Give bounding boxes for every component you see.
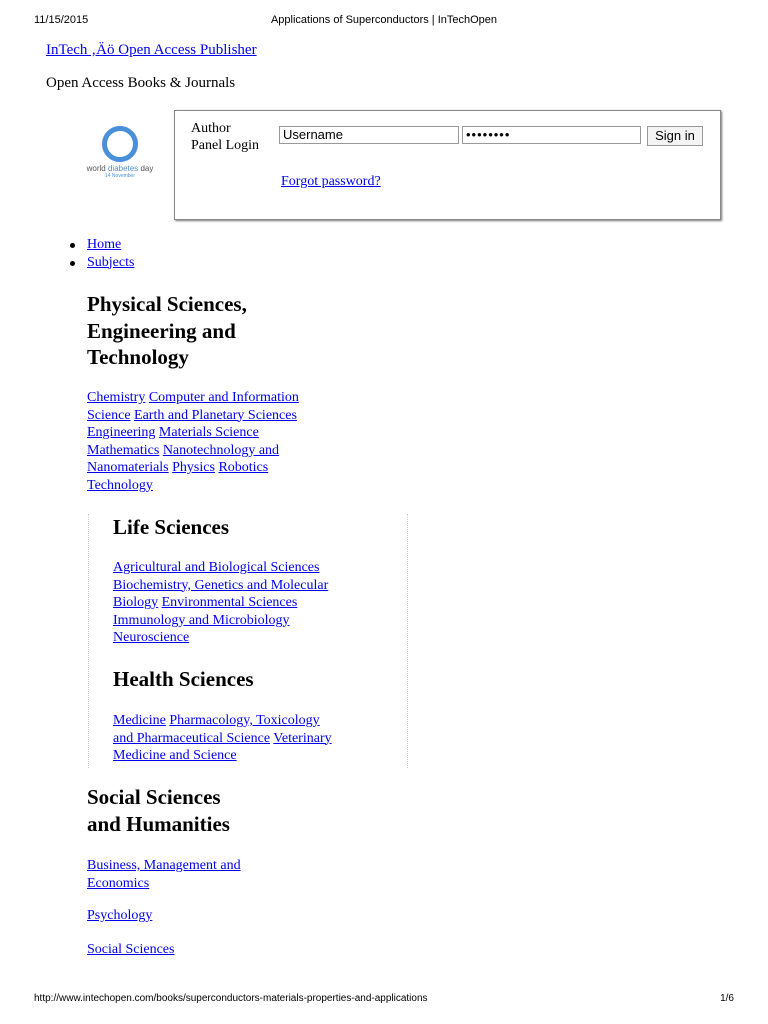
subject-link[interactable]: Engineering xyxy=(87,425,156,440)
subject-link[interactable]: Environmental Sciences xyxy=(161,595,298,610)
health-sciences-links xyxy=(113,712,393,765)
subject-link[interactable]: Chemistry xyxy=(87,390,146,405)
forgot-password-link[interactable]: Forgot password? xyxy=(281,174,381,189)
physical-sciences-heading: Physical Sciences, Engineering and Technology xyxy=(87,292,247,369)
subject-link[interactable]: and Pharmaceutical Science xyxy=(113,730,271,746)
subject-link[interactable]: Medicine xyxy=(113,713,166,728)
world-diabetes-day-banner[interactable] xyxy=(78,126,162,182)
subject-link[interactable]: Science xyxy=(87,407,131,423)
nav-link-subjects[interactable]: Subjects xyxy=(87,254,135,270)
subject-link[interactable]: Economics xyxy=(87,875,150,891)
social-sciences-heading: Social Sciences and Humanities xyxy=(87,785,230,836)
subject-link[interactable]: Immunology and Microbiology xyxy=(113,612,290,628)
nav-item-home xyxy=(66,236,134,254)
login-panel-label: Author Panel Login xyxy=(191,121,260,153)
subject-link[interactable]: Pharmacology, Toxicology xyxy=(169,713,320,728)
subject-link[interactable]: Agricultural and Biological Sciences xyxy=(113,560,320,575)
subject-link[interactable]: Computer and Information xyxy=(148,390,299,405)
subject-link[interactable]: Biology xyxy=(113,595,159,610)
print-date: 11/15/2015 xyxy=(34,14,89,26)
subject-link[interactable]: Earth and Planetary Sciences xyxy=(134,407,297,423)
subject-link[interactable]: Nanotechnology and xyxy=(162,442,280,458)
nav-link-home[interactable]: Home xyxy=(87,237,122,252)
subject-link[interactable]: Nanomaterials xyxy=(87,460,169,475)
main-nav xyxy=(66,236,134,271)
banner-date: 14 November xyxy=(104,173,135,179)
subject-link[interactable]: Neuroscience xyxy=(113,630,190,645)
nav-item-subjects xyxy=(66,254,134,272)
life-sciences-heading: Life Sciences xyxy=(113,515,230,539)
social-sciences-links xyxy=(87,857,241,958)
page-number: 1/6 xyxy=(720,993,734,1004)
password-input[interactable]: •••••••• xyxy=(462,126,641,144)
subject-link[interactable]: Technology xyxy=(87,477,153,493)
tagline: Open Access Books & Journals xyxy=(46,75,236,91)
subject-link[interactable]: Biochemistry, Genetics and Molecular xyxy=(113,577,329,593)
username-input[interactable]: Username xyxy=(279,126,459,144)
subject-link[interactable]: Physics xyxy=(172,460,215,475)
print-url: http://www.intechopen.com/books/superconductors-materials-properties-and-applications xyxy=(34,993,428,1004)
subject-link[interactable]: Robotics xyxy=(218,460,269,475)
subject-link[interactable]: Business, Management and xyxy=(87,858,241,873)
subject-link[interactable]: Mathematics xyxy=(87,442,160,458)
subject-link[interactable]: Social Sciences xyxy=(87,941,175,957)
subject-link[interactable]: Psychology xyxy=(87,908,153,923)
life-sciences-links xyxy=(113,559,393,647)
publisher-link[interactable]: InTech ‚Äö Open Access Publisher xyxy=(46,42,257,58)
subject-link[interactable]: Veterinary xyxy=(273,730,332,746)
print-title: Applications of Superconductors | InTechOpen xyxy=(270,14,498,26)
health-sciences-heading: Health Sciences xyxy=(113,667,254,691)
banner-label: world diabetes day xyxy=(86,164,154,173)
sign-in-button[interactable]: Sign in xyxy=(647,126,703,146)
physical-sciences-links xyxy=(87,389,347,494)
subject-link[interactable]: Materials Science xyxy=(158,425,259,440)
subject-link[interactable]: Medicine and Science xyxy=(113,748,237,763)
world-diabetes-day-circle-icon xyxy=(102,126,138,162)
